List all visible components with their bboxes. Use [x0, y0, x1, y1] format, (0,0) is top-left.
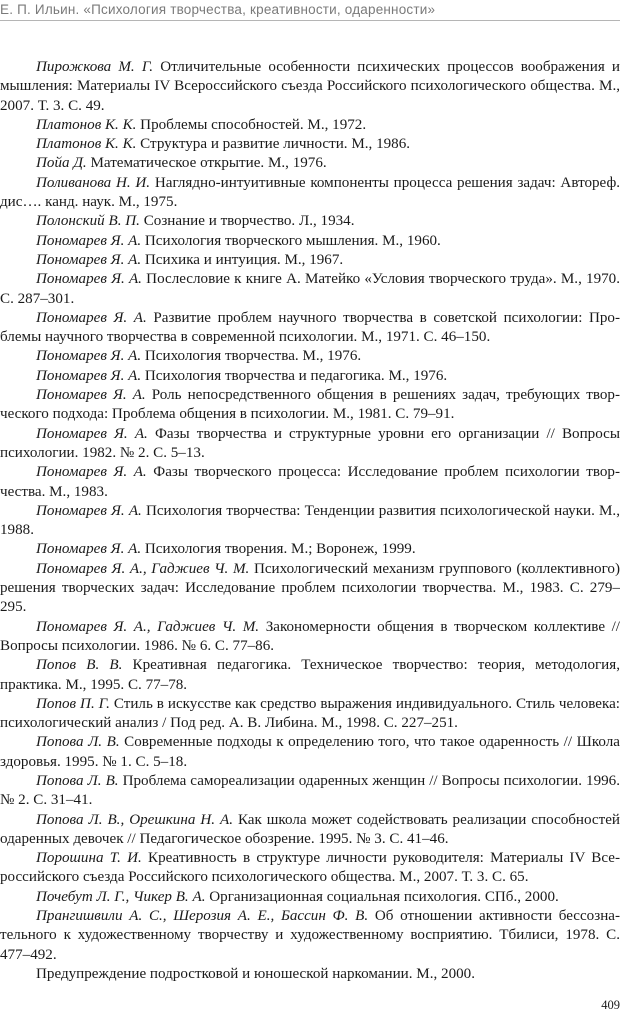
reference-text: Психология творчества: Тенденции развития психологической науки. М., 1988.: [0, 502, 620, 539]
reference-author: Пономарев Я. А., Гаджиев Ч. М.: [36, 618, 260, 635]
reference-entry: [0, 540, 620, 559]
reference-text: Креативная педагогика. Техническое творчество: теория, методология, практика. М., 1995. С. 77–78.: [0, 657, 620, 693]
reference-text: Стиль в искусстве как средство выражения индивидуального. Стиль человека: психологический анализ / Под ред. А. В. Либина. М., 1998. С. 227–251.: [0, 695, 620, 732]
reference-entry: [0, 251, 620, 270]
reference-author: Пономарев Я. А.: [36, 232, 142, 249]
reference-author: Пойа Д.: [36, 155, 87, 172]
reference-entry: [0, 58, 620, 116]
reference-author: Пономарев Я. А., Гаджиев Ч. М.: [36, 560, 250, 577]
reference-entry: [0, 811, 620, 850]
reference-author: Пирожкова М. Г.: [36, 59, 154, 75]
reference-author: Порошина Т. И.: [36, 850, 142, 867]
reference-text: Отличительные особенности психических процессов воображения и мышления: Материалы IV Всероссийского съезда Российского психологического общества. М., 2007. Т. 3. С. 49.: [0, 59, 620, 114]
reference-author: Попова Л. В.: [36, 772, 119, 789]
reference-author: Пономарев Я. А.: [36, 502, 142, 519]
reference-author: Попова Л. В., Орешкина Н. А.: [36, 811, 233, 828]
reference-author: Пономарев Я. А.: [36, 541, 142, 558]
reference-text: Психология творчества. М., 1976.: [144, 348, 362, 365]
reference-entry: [0, 154, 620, 173]
reference-text: Структура и развитие личности. М., 1986.: [140, 136, 411, 153]
page-number: 409: [601, 998, 620, 1012]
reference-entry: [0, 232, 620, 251]
reference-entry: [0, 560, 620, 618]
reference-entry: [0, 502, 620, 541]
reference-entry: [0, 772, 620, 811]
reference-text: Организационная социальная психология. СПб., 2000.: [209, 888, 559, 905]
reference-author: Пономарев Я. А.: [36, 348, 142, 365]
reference-text: Современные подходы к определению того, что такое одаренность // Школа здоровья. 1995. № 1. С. 5–18.: [0, 734, 620, 770]
reference-text: Об отношении активности бессознательного к художественному творчеству и художественному восприятию. Тбилиси, 1978. С. 477–492.: [0, 908, 620, 963]
reference-author: Пономарев Я. А.: [36, 367, 142, 384]
reference-text: Креативность в структуре личности руководителя: Материалы IV Всероссийского съезда Российского психологического общества. М., 2007. Т. 3. С. 65.: [0, 850, 620, 886]
reference-text: Психология творения. М.; Воронеж, 1999.: [144, 541, 416, 558]
reference-author: Поливанова Н. И.: [36, 174, 151, 191]
reference-text: Развитие проблем научного творчества в советской психологии: Проблемы научного творчества в современной психологии. М., 1971. С. 46–150.: [0, 309, 620, 346]
reference-entry: [0, 270, 620, 309]
reference-entry: [0, 347, 620, 366]
reference-entry: [0, 425, 620, 464]
reference-author: Попов В. В.: [36, 657, 123, 674]
reference-author: Платонов К. К.: [36, 136, 137, 153]
reference-entry: [0, 463, 620, 502]
reference-entry: [0, 367, 620, 386]
reference-text: Проблема самореализации одаренных женщин // Вопросы психологии. 1996. № 2. С. 31–41.: [0, 772, 620, 809]
reference-author: Пономарев Я. А.: [36, 425, 148, 442]
reference-entry: [0, 135, 620, 154]
reference-author: Полонский В. П.: [36, 213, 140, 230]
reference-text: Математическое открытие. М., 1976.: [90, 155, 327, 172]
reference-author: Пономарев Я. А.: [36, 309, 147, 326]
reference-author: Пономарев Я. А.: [36, 271, 142, 288]
reference-author: Пономарев Я. А.: [36, 387, 146, 404]
reference-text: Наглядно-интуитивные компоненты процесса решения задач: Автореф. дис…. канд. наук. М., 1975.: [0, 174, 620, 211]
running-head: Е. П. Ильин. «Психология творчества, креативности, одаренности»: [0, 2, 436, 17]
reference-entry: [0, 733, 620, 772]
reference-text: Роль непосредственного общения в решениях задач, требующих творческого подхода: Проблема общения в психологии. М., 1981. С. 79–91.: [0, 387, 620, 423]
reference-entry: [0, 174, 620, 213]
reference-text: Предупреждение подростковой и юношеской наркомании. М., 2000.: [36, 965, 475, 982]
reference-entry: [0, 907, 620, 965]
reference-author: Попов П. Г.: [36, 695, 110, 712]
reference-entry: [0, 849, 620, 888]
reference-entry: [0, 116, 620, 135]
reference-entry: [0, 212, 620, 231]
reference-list: [0, 58, 620, 984]
reference-text: Фазы творческого процесса: Исследование проблем психологии творчества. М., 1983.: [0, 464, 620, 500]
reference-text: Послесловие к книге А. Матейко «Условия творческого труда». М., 1970. С. 287–301.: [0, 271, 620, 307]
reference-entry: [0, 888, 620, 907]
reference-entry: [0, 656, 620, 695]
reference-text: Психология творческого мышления. М., 1960.: [144, 232, 441, 249]
reference-author: Почебут Л. Г., Чикер В. А.: [36, 888, 206, 905]
reference-author: Пономарев Я. А.: [36, 464, 147, 481]
reference-text: Закономерности общения в творческом коллективе // Вопросы психологии. 1986. № 6. С. 77–86.: [0, 618, 620, 654]
reference-text: Психика и интуиция. М., 1967.: [144, 251, 344, 268]
header-rule: [0, 20, 620, 21]
reference-entry: [0, 695, 620, 734]
reference-author: Платонов К. К.: [36, 116, 137, 133]
reference-text: Сознание и творчество. Л., 1934.: [143, 213, 355, 230]
reference-author: Попова Л. В.: [36, 734, 120, 751]
reference-text: Проблемы способностей. М., 1972.: [140, 116, 367, 133]
reference-entry: [0, 965, 620, 984]
reference-entry: [0, 618, 620, 657]
reference-author: Пономарев Я. А.: [36, 251, 142, 268]
reference-text: Фазы творчества и структурные уровни его организации // Вопросы психологии. 1982. № 2. С. 5–13.: [0, 425, 620, 461]
reference-text: Психологический механизм группового (коллективного) решения творческих задач: Исследование проблем психологии творчества. М., 1983. С. 279–295.: [0, 560, 620, 616]
reference-author: Прангишвили А. С., Шерозия А. Е., Бассин Ф. В.: [36, 908, 369, 925]
reference-text: Как школа может содействовать реализации способностей одаренных девочек // Педагогическое обозрение. 1995. № 3. С. 41–46.: [0, 811, 620, 847]
reference-entry: [0, 386, 620, 425]
reference-entry: [0, 309, 620, 348]
reference-text: Психология творчества и педагогика. М., 1976.: [144, 367, 448, 384]
